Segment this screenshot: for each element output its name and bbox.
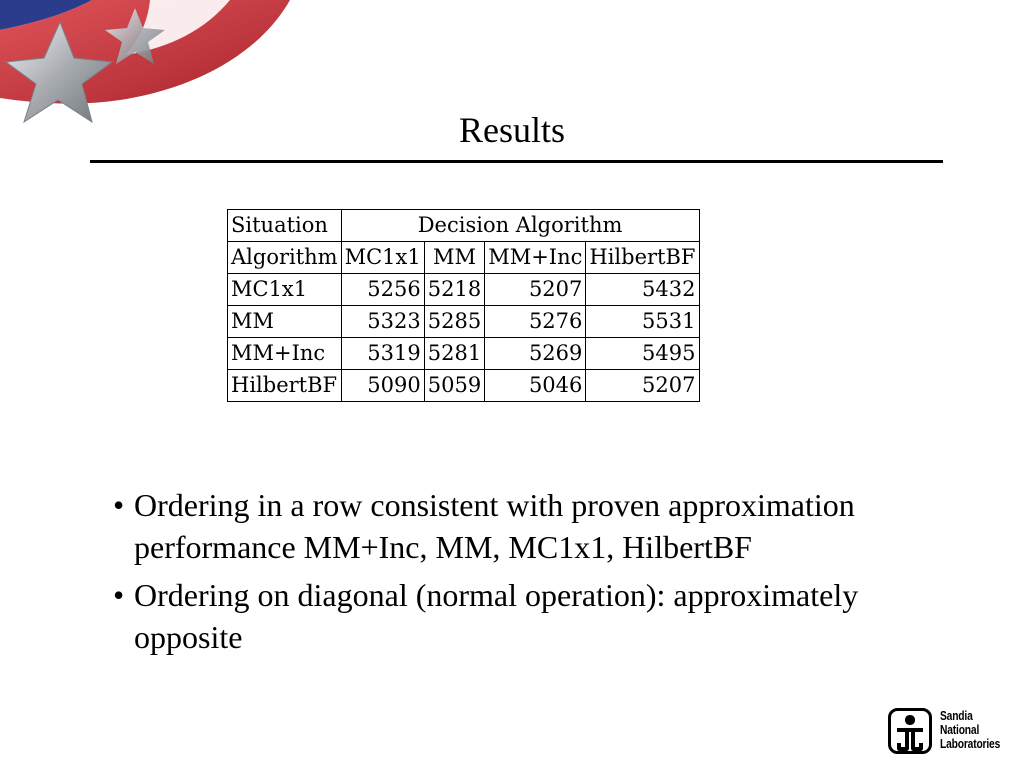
table-cell: 5269 bbox=[485, 338, 586, 370]
column-header: MM+Inc bbox=[485, 242, 586, 274]
table-cell: 5256 bbox=[341, 274, 424, 306]
bullet-marker: • bbox=[113, 487, 125, 523]
bullet-text: Ordering in a row consistent with proven approximation performance MM+Inc, MM, MC1x1, HilbertBF bbox=[134, 487, 855, 565]
bullet-text: Ordering on diagonal (normal operation): approximately opposite bbox=[134, 577, 859, 655]
header-algorithm: Algorithm bbox=[228, 242, 342, 274]
table-row bbox=[228, 370, 700, 402]
header-decision-algorithm: Decision Algorithm bbox=[341, 210, 699, 242]
logo-line: Laboratories bbox=[940, 737, 1001, 751]
bullet-marker: • bbox=[113, 577, 125, 613]
table-cell: 5323 bbox=[341, 306, 424, 338]
column-header: HilbertBF bbox=[586, 242, 699, 274]
row-label: MM+Inc bbox=[228, 338, 342, 370]
table-header-row bbox=[228, 242, 700, 274]
table-cell: 5218 bbox=[424, 274, 484, 306]
table-cell: 5281 bbox=[424, 338, 484, 370]
header-situation: Situation bbox=[228, 210, 342, 242]
bullet-list bbox=[113, 484, 933, 664]
table-cell: 5495 bbox=[586, 338, 699, 370]
table-row bbox=[228, 338, 700, 370]
slide-title: Results bbox=[458, 110, 565, 150]
bullet-item bbox=[113, 484, 933, 568]
title-divider bbox=[90, 160, 943, 163]
bullet-item bbox=[113, 574, 933, 658]
table-row bbox=[228, 274, 700, 306]
table-cell: 5531 bbox=[586, 306, 699, 338]
table-cell: 5207 bbox=[586, 370, 699, 402]
logo-line: Sandia bbox=[940, 709, 973, 723]
column-header: MC1x1 bbox=[341, 242, 424, 274]
table-cell: 5432 bbox=[586, 274, 699, 306]
table-cell: 5276 bbox=[485, 306, 586, 338]
table-cell: 5046 bbox=[485, 370, 586, 402]
logo-line: National bbox=[940, 723, 980, 737]
table-header-row bbox=[228, 210, 700, 242]
row-label: MC1x1 bbox=[228, 274, 342, 306]
table-cell: 5090 bbox=[341, 370, 424, 402]
sandia-logo bbox=[886, 706, 1014, 758]
table-row bbox=[228, 306, 700, 338]
row-label: HilbertBF bbox=[228, 370, 342, 402]
table-cell: 5059 bbox=[424, 370, 484, 402]
table-cell: 5207 bbox=[485, 274, 586, 306]
row-label: MM bbox=[228, 306, 342, 338]
sandia-thunderbird-icon bbox=[888, 708, 932, 754]
column-header: MM bbox=[424, 242, 484, 274]
table-cell: 5285 bbox=[424, 306, 484, 338]
clipped-caption-residue bbox=[280, 428, 840, 436]
results-table bbox=[227, 209, 700, 402]
sandia-wordmark bbox=[940, 709, 1000, 751]
table-cell: 5319 bbox=[341, 338, 424, 370]
